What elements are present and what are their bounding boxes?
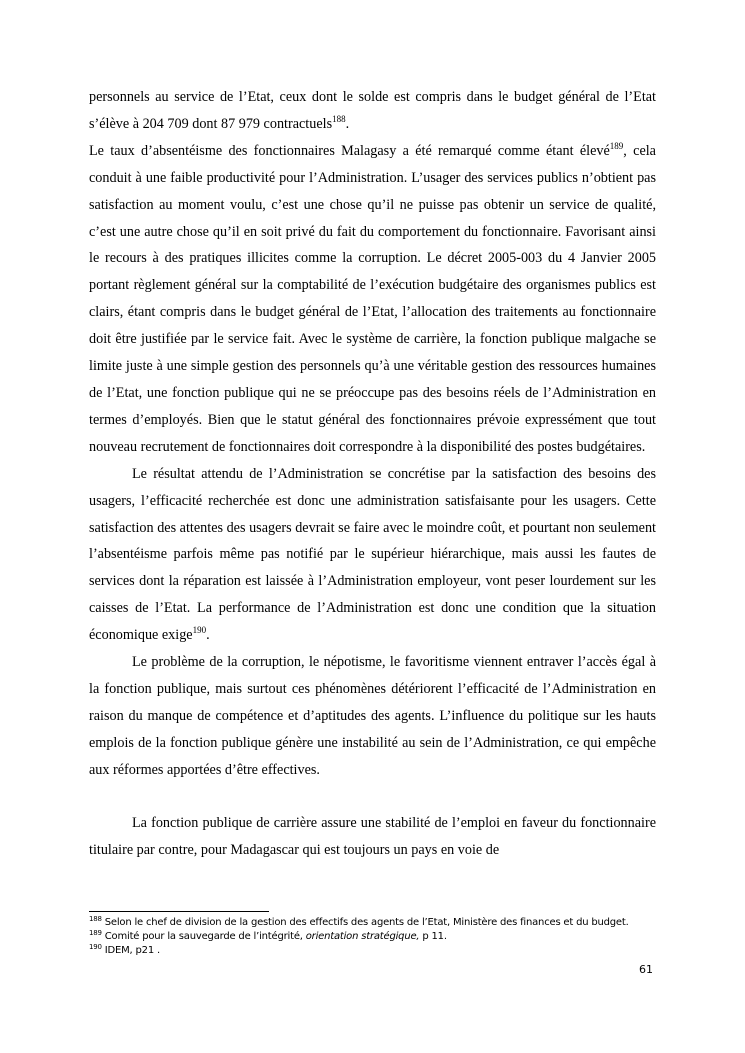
- text-run: Selon le chef de division de la gestion des effectifs des agents de l’Etat, Ministère des finances et du budget.: [104, 917, 629, 928]
- text-run: Le résultat attendu de l’Administration se concrétise par la satisfaction des besoins des usagers, l’efficacité recherchée est donc une administration satisfaisante pour les usagers. Cette satisfaction des attentes des usagers devrait se faire avec le moindre coût, et pourtant non seulement l’absentéisme parfois même pas notifié par le supérieur hiérarchique, mais aussi les fautes de services dont la réparation est laissée à l’Administration employeur, vont peser lourdement sur les caisses de l’Etat. La performance de l’Administration est donc une condition que la situation économique exige: [89, 465, 656, 644]
- paragraph-gap: [89, 784, 656, 811]
- body-text: [89, 84, 656, 864]
- footnote: [89, 930, 659, 944]
- paragraph: [89, 649, 656, 784]
- text-run: IDEM, p21 .: [104, 945, 160, 956]
- text-run: Le taux d’absentéisme des fonctionnaires Malagasy a été remarqué comme étant élevé: [89, 142, 610, 159]
- paragraph: [89, 461, 656, 649]
- footnote-number: 189: [89, 929, 102, 937]
- footnote-ref: 189: [609, 140, 624, 151]
- text-run: Comité pour la sauvegarde de l’intégrité,: [104, 931, 306, 942]
- footnote-separator: [89, 911, 269, 912]
- footnote-ref: 188: [332, 113, 346, 124]
- footnotes: [89, 916, 659, 958]
- text-run: La fonction publique de carrière assure une stabilité de l’emploi en faveur du fonctionnaire titulaire par contre, pour Madagascar qui est toujours un pays en voie de: [89, 815, 656, 859]
- paragraph: [89, 84, 656, 138]
- footnote: [89, 944, 659, 958]
- text-run: Le problème de la corruption, le népotisme, le favoritisme viennent entraver l’accès égal à la fonction publique, mais surtout ces phénomènes détériorent l’efficacité de l’Administration en raison du manque de compétence et d’aptitudes des agents. L’influence du politique sur les hauts emplois de la fonction publique génère une instabilité au sein de l’Administration, ce qui empêche aux réformes apportées d’être effectives.: [89, 654, 656, 778]
- paragraph: [89, 810, 656, 864]
- footnote-number: 190: [89, 943, 102, 951]
- page-number: 61: [639, 963, 653, 976]
- text-run: .: [206, 627, 210, 644]
- paragraph: [89, 138, 656, 461]
- footnote-ref: 190: [192, 625, 207, 636]
- emphasis-text: orientation stratégique,: [305, 931, 420, 942]
- text-run: p 11.: [419, 931, 447, 942]
- text-run: personnels au service de l’Etat, ceux dont le solde est compris dans le budget général de l’Etat s’élève à 204 709 dont 87 979 contractuels: [89, 89, 656, 132]
- text-run: , cela conduit à une faible productivité pour l’Administration. L’usager des services publics n’obtient pas satisfaction au moment voulu, c’est une chose qu’il ne puisse pas obtenir un service de qualité, c’est une autre chose qu’il en soit privé du fait du comportement du fonctionnaire. Favorisant ainsi le recours à des pratiques illicites comme la corruption. Le décret 2005-003 du 4 Janvier 2005 portant règlement général sur la comptabilité de l’exécution budgétaire des organismes publics est clairs, étant compris dans le budget général de l’Etat, l’allocation des traitements au fonctionnaire doit être justifiée par le service fait. Avec le système de carrière, la fonction publique malgache se limite juste à une simple gestion des personnels qu’à une véritable gestion des ressources humaines de l’Etat, une fonction publique qui ne se préoccupe pas des besoins réels de l’Administration en termes d’employés. Bien que le statut général des fonctionnaires prévoie expressément que tout nouveau recrutement de fonctionnaires doit correspondre à la disponibilité des postes budgétaires.: [89, 142, 656, 455]
- text-run: .: [345, 115, 350, 132]
- footnote-number: 188: [89, 915, 102, 923]
- footnote: [89, 916, 659, 930]
